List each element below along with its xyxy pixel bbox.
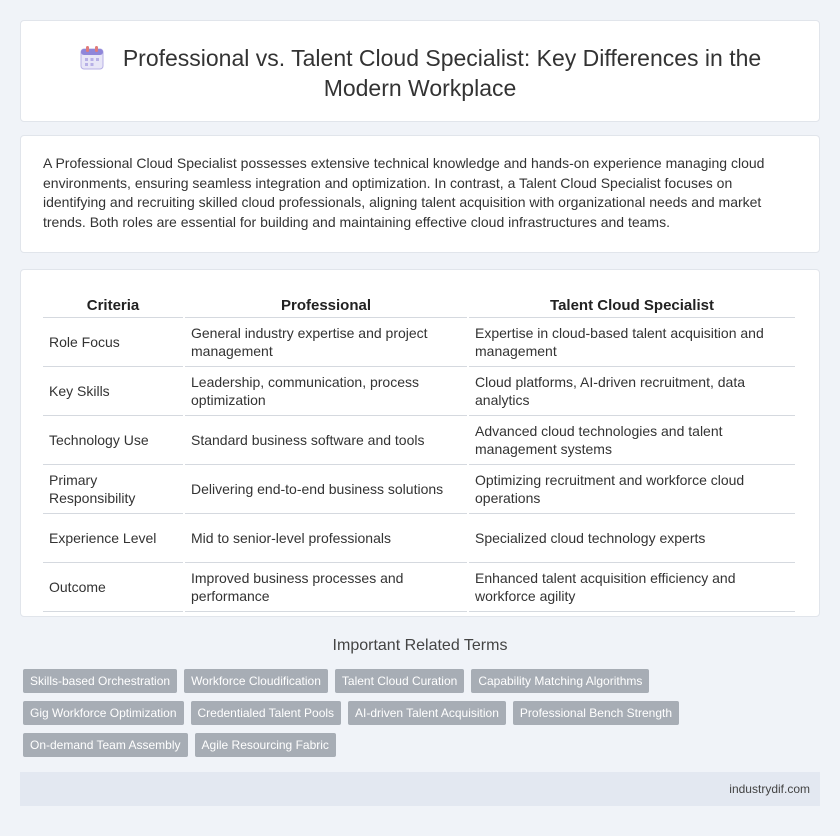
tag-workforce-cloudification[interactable]: Workforce Cloudification [184,669,328,693]
comparison-card [20,269,820,617]
cell-talent: Advanced cloud technologies and talent management systems [469,416,795,465]
cell-professional: Standard business software and tools [185,416,467,465]
cell-professional: Mid to senior-level professionals [185,514,467,563]
tag-skills-based-orchestration[interactable]: Skills-based Orchestration [23,669,177,693]
table-row [43,367,795,416]
table-header-row [43,296,795,318]
tag-ai-driven-talent-acquisition[interactable]: AI-driven Talent Acquisition [348,701,506,725]
table-row [43,514,795,563]
cell-professional: Improved business processes and performance [185,563,467,612]
cell-criteria: Primary Responsibility [43,465,183,514]
tag-on-demand-team-assembly[interactable]: On-demand Team Assembly [23,733,188,757]
footer-site[interactable]: industrydif.com [729,782,810,796]
tag-credentialed-talent-pools[interactable]: Credentialed Talent Pools [191,701,342,725]
table-row [43,465,795,514]
table-row [43,416,795,465]
tag-professional-bench-strength[interactable]: Professional Bench Strength [513,701,679,725]
header-professional: Professional [185,296,467,318]
cell-talent: Specialized cloud technology experts [469,514,795,563]
footer [20,772,820,806]
cell-criteria: Experience Level [43,514,183,563]
tag-capability-matching-algorithms[interactable]: Capability Matching Algorithms [471,669,649,693]
title-card [20,20,820,122]
table-row [43,318,795,367]
cell-criteria: Role Focus [43,318,183,367]
cell-talent: Enhanced talent acquisition efficiency and workforce agility [469,563,795,612]
cell-professional: General industry expertise and project management [185,318,467,367]
tag-row [23,669,823,693]
cell-professional: Leadership, communication, process optimization [185,367,467,416]
title-wrap [21,43,819,103]
cell-talent: Optimizing recruitment and workforce cloud operations [469,465,795,514]
intro-text: A Professional Cloud Specialist possesses extensive technical knowledge and hands-on experience managing cloud environments, ensuring seamless integration and optimization. In contrast, a Talent Cloud Specialist focuses on identifying and recruiting skilled cloud professionals, aligning talent acquisition with organizational needs and market trends. Both roles are essential for building and maintaining effective cloud infrastructures and teams. [43,155,765,230]
related-terms-title: Important Related Terms [332,637,508,654]
cell-criteria: Key Skills [43,367,183,416]
cell-criteria: Technology Use [43,416,183,465]
comparison-table [41,296,797,612]
related-terms-tags [23,669,823,765]
table-row [43,563,795,612]
header-talent-cloud-specialist: Talent Cloud Specialist [469,296,795,318]
tag-row [23,701,823,725]
calendar-icon [79,45,105,71]
header-criteria: Criteria [43,296,183,318]
cell-professional: Delivering end-to-end business solutions [185,465,467,514]
tag-agile-resourcing-fabric[interactable]: Agile Resourcing Fabric [195,733,336,757]
tag-gig-workforce-optimization[interactable]: Gig Workforce Optimization [23,701,184,725]
intro-card [20,135,820,253]
cell-criteria: Outcome [43,563,183,612]
cell-talent: Cloud platforms, AI-driven recruitment, data analytics [469,367,795,416]
tag-talent-cloud-curation[interactable]: Talent Cloud Curation [335,669,464,693]
page-title: Professional vs. Talent Cloud Specialist: Key Differences in the Modern Workplace [122,45,762,101]
cell-talent: Expertise in cloud-based talent acquisition and management [469,318,795,367]
tag-row [23,733,823,757]
